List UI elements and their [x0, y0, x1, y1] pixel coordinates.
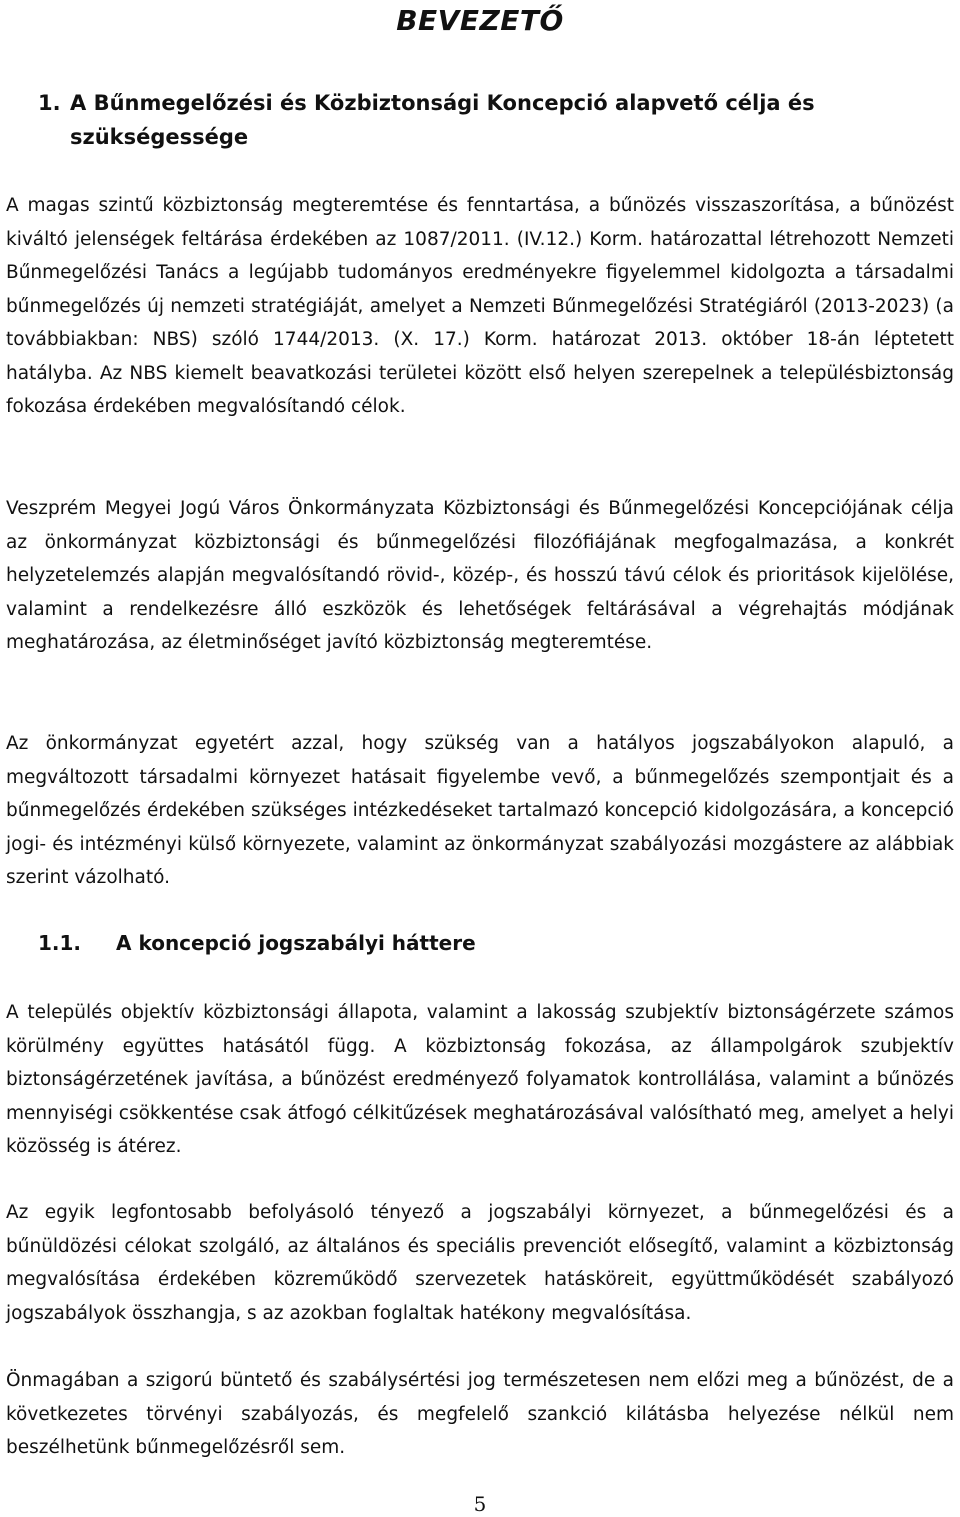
section-heading-1	[38, 86, 938, 154]
section-heading-1-1	[38, 928, 476, 958]
paragraph-criminal-law: Önmagában a szigorú büntető és szabálysértési jog természetesen nem előzi meg a bűnözést, de a következetes törvényi szabályozás, és megfelelő szankció kilátásba helyezése nélkül nem beszélhetünk bűnmegelőzésről sem.	[6, 1370, 954, 1458]
subsection-number: 1.1.	[38, 931, 82, 955]
paragraph-concept-goal: Veszprém Megyei Jogú Város Önkormányzata Közbiztonsági és Bűnmegelőzési Koncepciójának célja az önkormányzat közbiztonsági és bűnmegelőzési filozófiájának megfogalmazása, a konkrét helyzetelemzés alapján megvalósítandó rövid-, közép-, és hosszú távú célok és prioritások kijelölése, valamint a rendelkezésre álló eszközök és lehetőségek feltárásával a végrehajtás módjának meghatározása, az életminőséget javító közbiztonság megteremtése.	[6, 498, 954, 653]
paragraph-nbs-intro: A magas szintű közbiztonság megteremtése és fenntartása, a bűnözés visszaszorítása, a bűnözést kiváltó jelenségek feltárása érdekében az 1087/2011. (IV.12.) Korm. határozattal létrehozott Nemzeti Bűnmegelőzési Tanács a legújabb tudományos eredményekre figyelemmel kidolgozta a társadalmi bűnmegelőzés új nemzeti stratégiáját, amelyet a Nemzeti Bűnmegelőzési Stratégiáról (2013-2023) (a továbbiakban: NBS) szóló 1744/2013. (X. 17.) Korm. határozat 2013. október 18-án léptetett hatályba. Az NBS kiemelt beavatkozási területei között első helyen szerepelnek a településbiztonság fokozása érdekében megvalósítandó célok.	[6, 195, 954, 417]
page-title: BEVEZETŐ	[396, 4, 564, 37]
subsection-title: A koncepció jogszabályi háttere	[116, 931, 476, 955]
paragraph-legal-environment: Az egyik legfontosabb befolyásoló tényező a jogszabályi környezet, a bűnmegelőzési és a bűnüldözési célokat szolgáló, az általános és speciális prevenciót elősegítő, valamint a közbiztonság megvalósítása érdekében közreműködő szervezetek hatásköreit, együttműködését szabályozó jogszabályok összhangja, s az azokban foglaltak hatékony megvalósítása.	[6, 1202, 954, 1324]
paragraph-public-safety: A település objektív közbiztonsági állapota, valamint a lakosság szubjektív biztonságérzete számos körülmény együttes hatásától függ. A közbiztonság fokozása, az állampolgárok szubjektív biztonságérzetének javítása, a bűnözést eredményező folyamatok kontrollálása, valamint a bűnözés mennyiségi csökkentése csak átfogó célkitűzések meghatározásával valósítható meg, amelyet a helyi közösség is átérez.	[6, 1002, 954, 1157]
section-title: A Bűnmegelőzési és Közbiztonsági Koncepció alapvető célja és szükségessége	[70, 91, 815, 149]
page-number: 5	[473, 1492, 487, 1516]
paragraph-municipality-agreement: Az önkormányzat egyetért azzal, hogy szükség van a hatályos jogszabályokon alapuló, a megváltozott társadalmi környezet hatásait figyelembe vevő, a bűnmegelőzés szempontjait és a bűnmegelőzés érdekében szükséges intézkedéseket tartalmazó koncepció kidolgozására, a koncepció jogi- és intézményi külső környezete, valamint az önkormányzat szabályozási mozgástere az alábbiak szerint vázolható.	[6, 733, 954, 888]
section-number: 1.	[38, 91, 61, 115]
